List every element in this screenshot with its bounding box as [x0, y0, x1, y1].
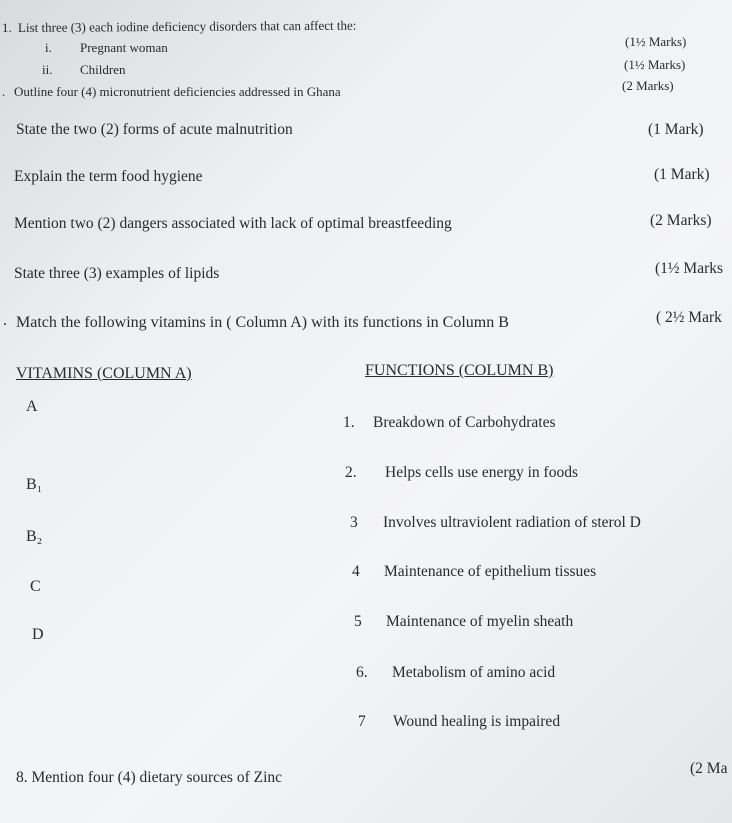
- col-b-num: 1.: [343, 414, 355, 431]
- col-a-item: B₁: [26, 476, 43, 493]
- q5-text: Mention two (2) dangers associated with lack of optimal breastfeeding: [14, 215, 452, 232]
- col-b-item: [350, 514, 641, 532]
- q1-sub-ii-roman: ii.: [42, 62, 53, 77]
- q4-text: Explain the term food hygiene: [14, 168, 203, 185]
- q1-sub-i-marks: (1½ Marks): [625, 34, 687, 49]
- q7-marks: ( 2½ Mark: [656, 309, 722, 326]
- q8-marks: (2 Ma: [690, 760, 728, 777]
- q1-sub-ii-text: Children: [80, 62, 126, 77]
- col-b-text: Metabolism of amino acid: [392, 664, 556, 681]
- col-b-header: FUNCTIONS (COLUMN B): [365, 362, 554, 379]
- col-b-text: Involves ultraviolent radiation of sterol D: [383, 514, 641, 531]
- col-b-item: [356, 664, 555, 682]
- col-b-item: [343, 414, 556, 432]
- q3-marks: (1 Mark): [648, 121, 704, 138]
- col-a-header: VITAMINS (COLUMN A): [16, 365, 192, 382]
- col-b-text: Maintenance of epithelium tissues: [384, 563, 597, 580]
- q7-text: Match the following vitamins in ( Column A) with its functions in Column B: [16, 314, 509, 331]
- col-b-item: [354, 613, 573, 631]
- q2-prefix: .: [2, 84, 6, 99]
- q1-text: List three (3) each iodine deficiency disorders that can affect the:: [17, 17, 357, 35]
- q2-marks: (2 Marks): [622, 78, 674, 93]
- col-b-text: Helps cells use energy in foods: [385, 464, 578, 481]
- col-b-num: 2.: [345, 464, 357, 481]
- q6-text: State three (3) examples of lipids: [14, 265, 220, 282]
- col-a-item: C: [30, 578, 41, 595]
- q1-sub-i-text: Pregnant woman: [80, 40, 168, 55]
- col-b-item: [345, 464, 578, 482]
- col-a-item: D: [32, 626, 44, 643]
- q4-marks: (1 Mark): [654, 166, 710, 183]
- q8-text: 8. Mention four (4) dietary sources of Zinc: [16, 769, 283, 786]
- q3-text: State the two (2) forms of acute malnutrition: [16, 121, 293, 138]
- col-a-item: B₂: [26, 528, 43, 545]
- col-b-text: Maintenance of myelin sheath: [386, 613, 574, 630]
- q6-marks: (1½ Marks: [655, 260, 724, 277]
- q1-sub-ii-marks: (1½ Marks): [624, 57, 686, 72]
- q5-marks: (2 Marks): [650, 212, 712, 229]
- col-b-num: 7: [358, 713, 366, 730]
- col-b-item: [358, 713, 560, 731]
- q7-prefix: .: [3, 312, 7, 329]
- q1-sub-i-roman: i.: [45, 40, 52, 55]
- col-b-num: 4: [352, 563, 360, 580]
- col-b-text: Wound healing is impaired: [393, 713, 561, 730]
- col-b-num: 3: [350, 514, 358, 531]
- col-b-text: Breakdown of Carbohydrates: [373, 414, 556, 431]
- q1-number: 1.: [2, 20, 12, 35]
- col-b-item: [352, 563, 596, 581]
- col-a-item: A: [26, 398, 38, 415]
- col-b-num: 5: [354, 613, 362, 630]
- q2-text: Outline four (4) micronutrient deficiencies addressed in Ghana: [14, 84, 341, 99]
- col-b-num: 6.: [356, 664, 368, 681]
